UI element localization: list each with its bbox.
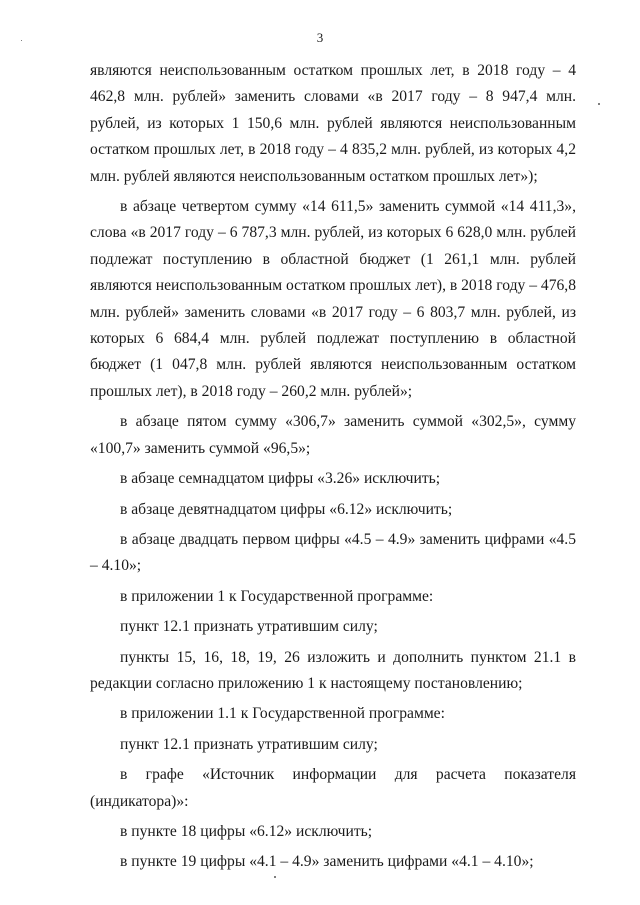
paragraph-1-continuation: являются неиспользованным остатком прошлых лет, в 2018 году – 4 462,8 млн. рублей» заменить словами «в 2017 году – 8 947,4 млн. рублей, из которых 1 150,6 млн. рублей являются неиспользованным остатком прошлых лет, в 2018 году – 4 835,2 млн. рублей, из которых 4,2 млн. рублей являются неиспользованным остатком прошлых лет»);: [90, 62, 576, 185]
paragraph-abzac-21: в абзаце двадцать первом цифры «4.5 – 4.9» заменить цифрами «4.5 – 4.10»;: [90, 530, 576, 575]
paragraph-column-source: в графе «Источник информации для расчета показателя (индикатора)»:: [90, 766, 576, 810]
scan-speck: [598, 103, 600, 105]
paragraph-abzac-19: в абзаце девятнадцатом цифры «6.12» исключить;: [120, 500, 453, 518]
paragraph-items-15-26: пункты 15, 16, 18, 19, 26 изложить и дополнить пунктом 21.1 в редакции согласно приложению 1 к настоящему постановлению;: [90, 648, 576, 692]
paragraph-item-12-1-repeal: пункт 12.1 признать утратившим силу;: [120, 735, 378, 753]
page-number: 3: [316, 30, 324, 45]
paragraph-item-12-1: пункт 12.1 признать утратившим силу;: [120, 618, 378, 636]
paragraph-item-19: в пункте 19 цифры «4.1 – 4.9» заменить цифрами «4.1 – 4.10»;: [120, 853, 534, 871]
scan-speck: [21, 40, 22, 41]
paragraph-abzac-5: в абзаце пятом сумму «306,7» заменить суммой «302,5», сумму «100,7» заменить суммой «96,5»;: [90, 413, 576, 457]
paragraph-appendix-1: в приложении 1 к Государственной программе:: [120, 587, 434, 605]
paragraph-item-18: в пункте 18 цифры «6.12» исключить;: [120, 822, 373, 840]
paragraph-abzac-17: в абзаце семнадцатом цифры «3.26» исключить;: [120, 470, 441, 488]
paragraph-appendix-1-1: в приложении 1.1 к Государственной программе:: [120, 705, 445, 723]
body-text: [90, 58, 576, 876]
paragraph-abzac-4: в абзаце четвертом сумму «14 611,5» заменить суммой «14 411,3», слова «в 2017 году – 6 787,3 млн. рублей, из которых 6 628,0 млн. рублей подлежат поступлению в областной бюджет (1 261,1 млн. рублей являются неиспользованным остатком прошлых лет), в 2018 году – 476,8 млн. рублей» заменить словами «в 2017 году – 6 803,7 млн. рублей, из которых 6 684,4 млн. рублей подлежат поступлению в областной бюджет (1 047,8 млн. рублей являются неиспользованным остатком прошлых лет), в 2018 году – 260,2 млн. рублей»;: [90, 198, 576, 400]
scan-speck: [274, 876, 276, 878]
